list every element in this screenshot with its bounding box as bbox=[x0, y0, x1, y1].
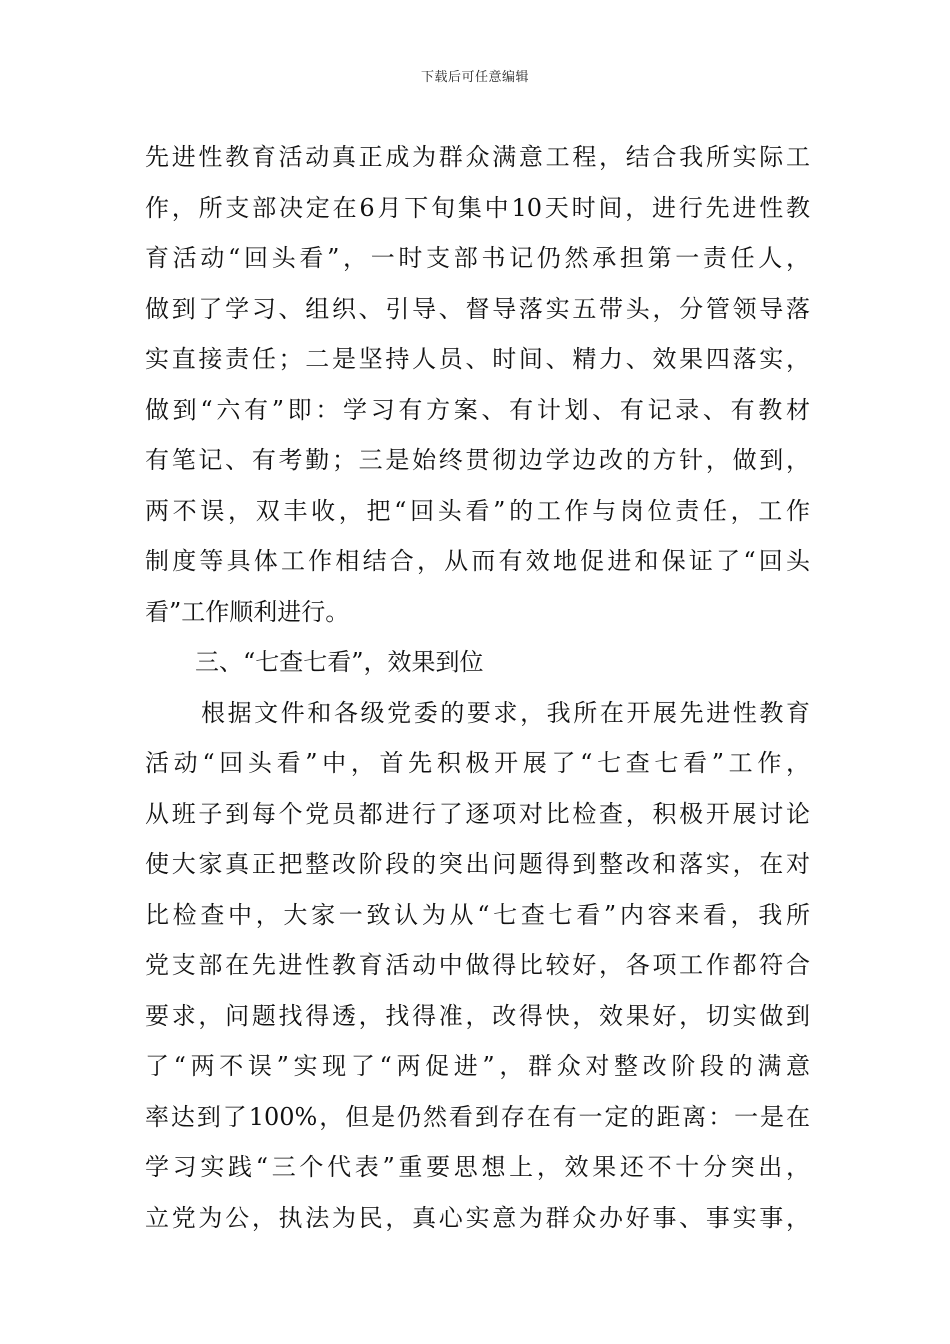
text-line: 两不误，双丰收，把“回头看”的工作与岗位责任，工作 bbox=[145, 496, 810, 525]
text-line: 比检查中，大家一致认为从“七查七看”内容来看，我所 bbox=[145, 900, 810, 929]
text-line: 实直接责任；二是坚持人员、时间、精力、效果四落实， bbox=[145, 345, 810, 373]
text-line: 使大家真正把整改阶段的突出问题得到整改和落实，在对 bbox=[145, 850, 810, 878]
text-line: 先进性教育活动真正成为群众满意工程，结合我所实际工 bbox=[145, 143, 810, 171]
section-heading: 三、“七查七看”，效果到位 bbox=[195, 648, 484, 676]
text-line: 了“两不误”实现了“两促进”，群众对整改阶段的满意 bbox=[145, 1052, 810, 1080]
document-body bbox=[145, 132, 810, 1243]
text-line: 有笔记、有考勤；三是始终贯彻边学边改的方针，做到， bbox=[145, 446, 810, 474]
text-line: 立党为公，执法为民，真心实意为群众办好事、事实事， bbox=[145, 1203, 810, 1232]
text-line: 做到了学习、组织、引导、督导落实五带头，分管领导落 bbox=[145, 294, 810, 323]
text-line: 育活动“回头看”，一时支部书记仍然承担第一责任人， bbox=[145, 244, 810, 272]
text-line: 制度等具体工作相结合，从而有效地促进和保证了“回头 bbox=[145, 547, 810, 575]
page-header: 下载后可任意编辑 bbox=[420, 70, 529, 85]
text-line: 学习实践“三个代表”重要思想上，效果还不十分突出， bbox=[145, 1153, 810, 1181]
text-line: 根据文件和各级党委的要求，我所在开展先进性教育 bbox=[201, 698, 810, 727]
text-line: 看”工作顺利进行。 bbox=[145, 597, 350, 626]
text-line: 率达到了100%，但是仍然看到存在有一定的距离：一是在 bbox=[145, 1102, 810, 1131]
text-line: 从班子到每个党员都进行了逐项对比检查，积极开展讨论 bbox=[145, 799, 810, 828]
text-line: 党支部在先进性教育活动中做得比较好，各项工作都符合 bbox=[145, 951, 810, 979]
text-line: 做到“六有”即：学习有方案、有计划、有记录、有教材 bbox=[145, 395, 810, 424]
text-line: 作，所支部决定在6月下旬集中10天时间，进行先进性教 bbox=[145, 193, 810, 222]
text-line: 活动“回头看”中，首先积极开展了“七查七看”工作， bbox=[145, 749, 810, 777]
text-line: 要求，问题找得透，找得准，改得快，效果好，切实做到 bbox=[145, 1001, 810, 1030]
